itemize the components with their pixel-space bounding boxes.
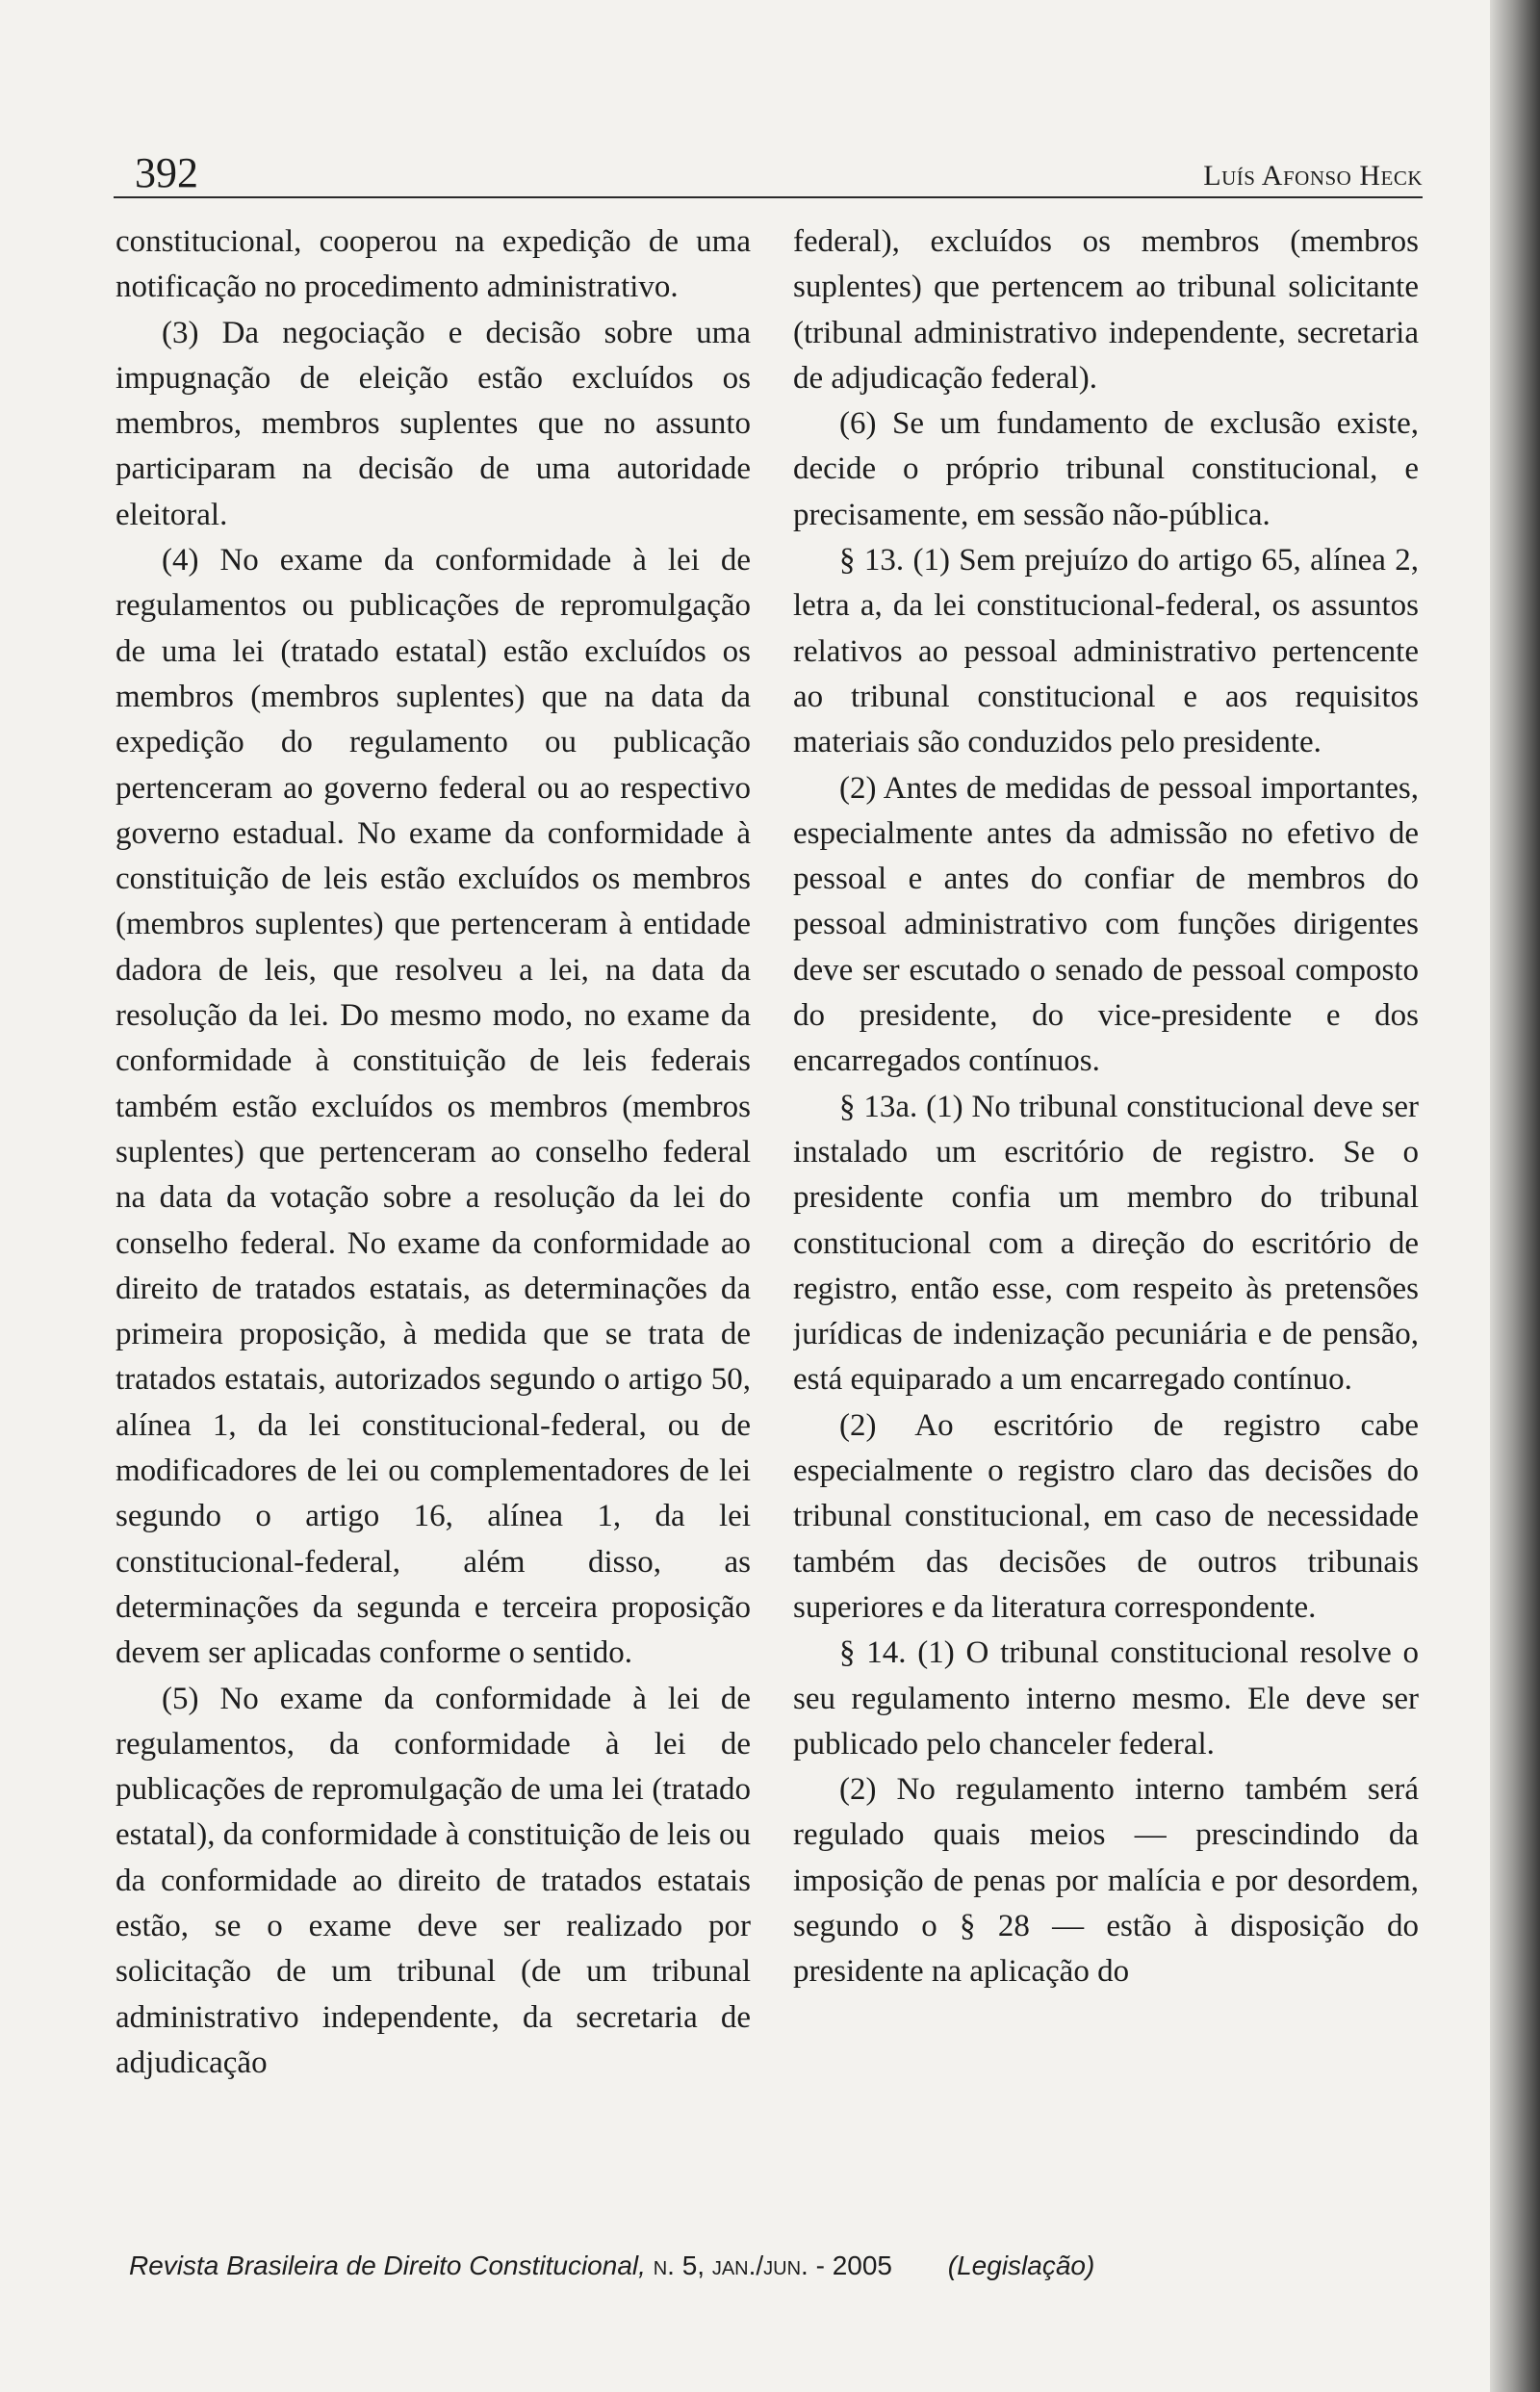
author-name: Luís Afonso Heck	[1203, 160, 1423, 192]
paragraph: (2) Ao escritório de registro cabe especialmente o registro claro das decisões do tribunal constitucional, em caso de necessidade também das decisões de outros tribunais superiores e da literatura correspondente.	[793, 1407, 1419, 1625]
paragraph: (2) Antes de medidas de pessoal importantes, especialmente antes da admissão no efetivo de pessoal e antes do confiar de membros do pessoal administrativo com funções dirigentes deve ser escutado o senado de pessoal composto do presidente, do vice-presidente e dos encarregados contínuos.	[793, 770, 1419, 1079]
journal-title: Revista Brasileira de Direito Constitucional,	[129, 2251, 646, 2280]
right-column	[793, 219, 1419, 2220]
page-edge-shadow	[1490, 0, 1540, 2392]
running-footer	[129, 2250, 1438, 2282]
left-column	[116, 219, 751, 2220]
paragraph: § 13a. (1) No tribunal constitucional deve ser instalado um escritório de registro. Se o presidente confia um membro do tribunal constitucional com a direção do escritório de registro, então esse, com respeito às pretensões jurídicas de indenização pecuniária e de pensão, está equiparado a um encarregado contínuo.	[793, 1089, 1419, 1398]
page-number: 392	[135, 149, 198, 196]
paragraph: (5) No exame da conformidade à lei de regulamentos, da conformidade à lei de publicações de repromulgação de uma lei (tratado estatal), da conformidade à constituição de leis ou da conformidade ao direito de tratados estatais estão, se o exame deve ser realizado por solicitação de um tribunal (de um tribunal administrativo independente, da secretaria de adjudicação	[116, 1681, 751, 2080]
paragraph: (4) No exame da conformidade à lei de regulamentos ou publicações de repromulgação de uma lei (tratado estatal) estão excluídos os membros (membros suplentes) que na data da expedição do regulamento ou publicação pertenceram ao governo federal ou ao respectivo governo estadual. No exame da conformidade à constituição de leis estão excluídos os membros (membros suplentes) que pertenceram à entidade dadora de leis, que resolveu a lei, na data da resolução da lei. Do mesmo modo, no exame da conformidade à constituição de leis federais também estão excluídos os membros (membros suplentes) que pertenceram ao conselho federal na data da votação sobre a resolução da lei do conselho federal. No exame da conformidade ao direito de tratados estatais, as determinações da primeira proposição, à medida que se trata de tratados estatais, autorizados segundo o artigo 50, alínea 1, da lei constitucional-federal, ou de modificadores de lei ou complementadores de lei segundo o artigo 16, alínea 1, da lei constitucional-federal, além disso, as determinações da segunda e terceira proposição devem ser aplicadas conforme o sentido.	[116, 543, 751, 1671]
issue-info: n. 5, jan./jun. - 2005	[653, 2251, 892, 2280]
paragraph: (2) No regulamento interno também será regulado quais meios — prescindindo da imposição de penas por malícia e por desordem, segundo o § 28 — estão à disposição do presidente na aplicação do	[793, 1772, 1419, 1990]
paragraph: (3) Da negociação e decisão sobre uma impugnação de eleição estão excluídos os membros, membros suplentes que no assunto participaram na decisão de uma autoridade eleitoral.	[116, 315, 751, 532]
paragraph: § 13. (1) Sem prejuízo do artigo 65, alínea 2, letra a, da lei constitucional-federal, os assuntos relativos ao pessoal administrativo pertencente ao tribunal constitucional e aos requisitos materiais são conduzidos pelo presidente.	[793, 543, 1419, 760]
paragraph: (6) Se um fundamento de exclusão existe, decide o próprio tribunal constitucional, e precisamente, em sessão não-pública.	[793, 406, 1419, 532]
section-label: (Legislação)	[947, 2251, 1095, 2280]
running-header	[114, 146, 1423, 198]
paragraph: federal), excluídos os membros (membros suplentes) que pertencem ao tribunal solicitante (tribunal administrativo independente, secretaria de adjudicação federal).	[793, 224, 1419, 396]
paragraph: constitucional, cooperou na expedição de uma notificação no procedimento administrativo.	[116, 224, 751, 305]
paragraph: § 14. (1) O tribunal constitucional resolve o seu regulamento interno mesmo. Ele deve ser publicado pelo chanceler federal.	[793, 1635, 1419, 1762]
